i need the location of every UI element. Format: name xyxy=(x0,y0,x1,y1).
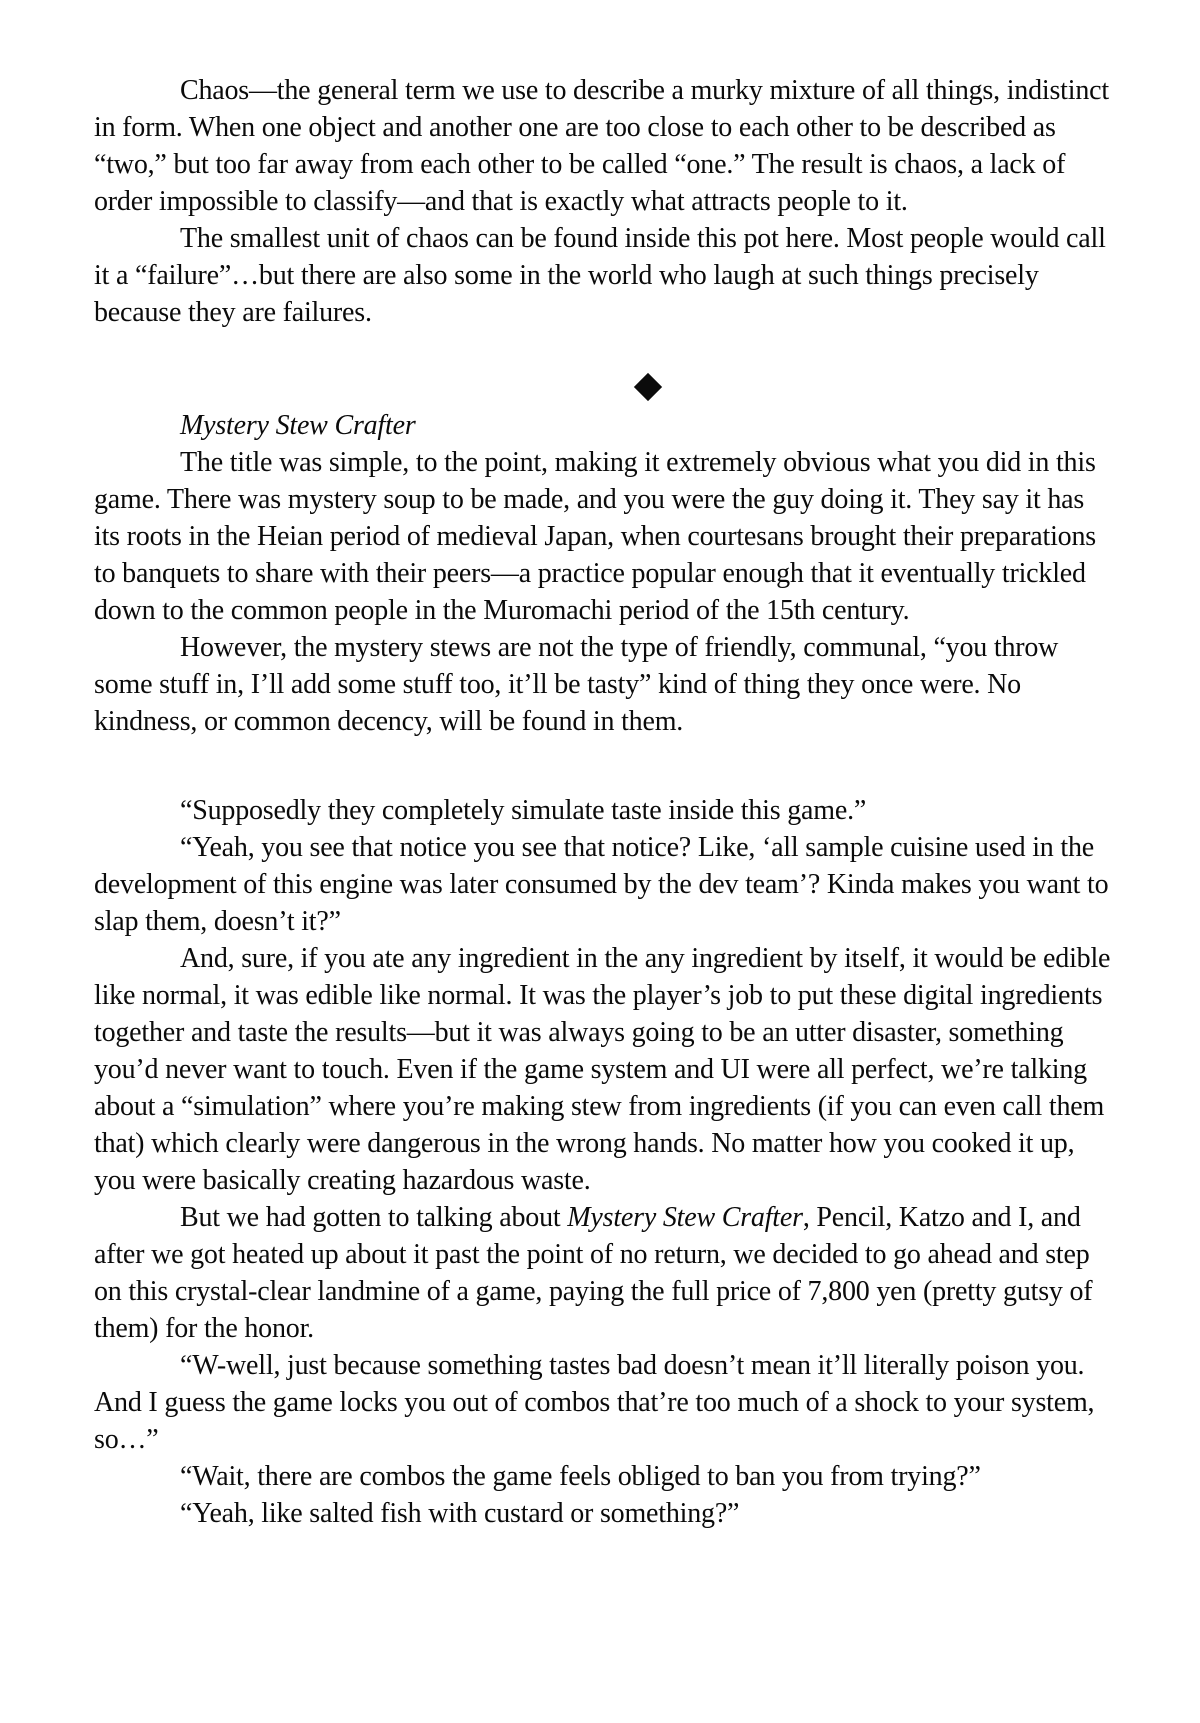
body-paragraph xyxy=(94,829,1115,940)
text-run: And, sure, if you ate any ingredient in the any ingredient by itself, it would be edible like normal, it was edible like normal. It was the player’s job to put these digital ingredients together and taste the results—but it was always going to be an utter disaster, something you’d never want to touch. Even if the game system and UI were all perfect, we’re talking about a “simulation” where you’re making stew from ingredients (if you can even call them that) which clearly were dangerous in the wrong hands. No matter how you cooked it up, you were basically creating hazardous waste. xyxy=(94,943,1111,1196)
text-run: “Supposedly they completely simulate taste inside this game.” xyxy=(180,795,867,826)
text-run: “Yeah, you see that notice you see that notice? Like, ‘all sample cuisine used in the development of this engine was later consumed by the dev team’? Kinda makes you want to slap them, doesn’t it?” xyxy=(94,832,1109,937)
section-break-divider xyxy=(94,366,1115,403)
text-run: The title was simple, to the point, making it extremely obvious what you did in this game. There was mystery soup to be made, and you were the guy doing it. They say it has its roots in the Heian period of medieval Japan, when courtesans brought their preparations to banquets to share with their peers—a practice popular enough that it eventually trickled down to the common people in the Muromachi period of the 15th century. xyxy=(94,447,1096,626)
text-run: “Wait, there are combos the game feels obliged to ban you from trying?” xyxy=(180,1461,981,1492)
body-paragraph xyxy=(94,220,1115,331)
body-paragraph xyxy=(94,940,1115,1199)
body-paragraph xyxy=(94,792,1115,829)
body-paragraph xyxy=(94,1347,1115,1458)
text-run: The smallest unit of chaos can be found inside this pot here. Most people would call it a “failure”…but there are also some in the world who laugh at such things precisely because they are failures. xyxy=(94,223,1106,328)
diamond-icon xyxy=(633,372,661,400)
blank-line-gap xyxy=(94,740,1115,792)
text-run: “W-well, just because something tastes bad doesn’t mean it’ll literally poison you. And I guess the game locks you out of combos that’re too much of a shock to your system, so…” xyxy=(94,1350,1095,1455)
text-run: However, the mystery stews are not the type of friendly, communal, “you throw some stuff in, I’ll add some stuff too, it’ll be tasty” kind of thing they once were. No kindness, or common decency, will be found in them. xyxy=(94,632,1059,737)
text-run: Mystery Stew Crafter xyxy=(180,410,416,441)
text-run: But we had gotten to talking about xyxy=(180,1202,568,1233)
text-run: , Pencil, Katzo and I, and after we got heated up about it past the point of no return, we decided to go ahead and step on this crystal-clear landmine of a game, paying the full price of 7,800 yen (pretty gutsy of them) for the honor. xyxy=(94,1202,1093,1344)
body-paragraph xyxy=(94,1199,1115,1347)
body-paragraph xyxy=(94,1495,1115,1532)
body-paragraph xyxy=(94,629,1115,740)
text-column xyxy=(94,72,1115,1532)
body-paragraph xyxy=(94,1458,1115,1495)
body-paragraph xyxy=(94,72,1115,220)
text-run: Chaos—the general term we use to describe a murky mixture of all things, indistinct in form. When one object and another one are too close to each other to be described as “two,” but too far away from each other to be called “one.” The result is chaos, a lack of order impossible to classify—and that is exactly what attracts people to it. xyxy=(94,75,1109,217)
text-run: Mystery Stew Crafter xyxy=(567,1202,803,1233)
body-paragraph xyxy=(94,444,1115,629)
text-run: “Yeah, like salted fish with custard or something?” xyxy=(180,1498,740,1529)
section-title xyxy=(94,407,1115,444)
